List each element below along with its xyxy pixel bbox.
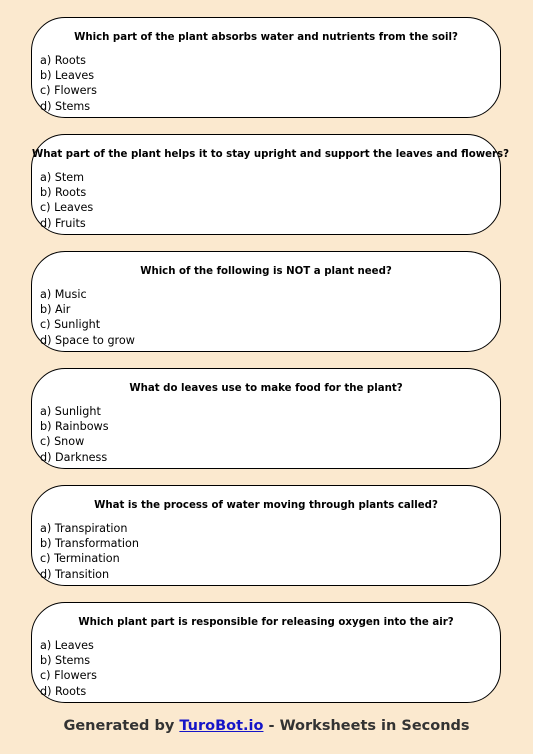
answer-options bbox=[40, 287, 135, 348]
question-card-1 bbox=[31, 17, 501, 118]
footer bbox=[0, 718, 533, 734]
option-d: d) Space to grow bbox=[40, 333, 135, 347]
option-b: b) Roots bbox=[40, 186, 87, 200]
option-a: a) Leaves bbox=[40, 639, 94, 652]
option-d: d) Transition bbox=[40, 567, 110, 581]
option-a: a) Sunlight bbox=[40, 405, 101, 418]
option-c: c) Flowers bbox=[40, 84, 97, 98]
option-b: b) Leaves bbox=[40, 69, 95, 83]
option-c: c) Leaves bbox=[40, 201, 94, 215]
option-b: b) Air bbox=[40, 303, 71, 317]
answer-options bbox=[40, 170, 93, 231]
question-card-4 bbox=[31, 368, 501, 469]
option-d: d) Stems bbox=[40, 99, 91, 113]
question-text: What is the process of water moving through plants called? bbox=[94, 500, 438, 511]
option-b: b) Transformation bbox=[40, 537, 139, 551]
option-d: d) Fruits bbox=[40, 216, 86, 230]
option-c: c) Flowers bbox=[40, 669, 97, 683]
footer-suffix: - Worksheets in Seconds bbox=[263, 718, 470, 734]
option-c: c) Termination bbox=[40, 552, 120, 566]
answer-options bbox=[40, 53, 97, 114]
option-a: a) Music bbox=[40, 288, 87, 301]
option-a: a) Transpiration bbox=[40, 522, 128, 535]
answer-options bbox=[40, 404, 109, 465]
footer-prefix: Generated by bbox=[63, 718, 180, 734]
option-a: a) Stem bbox=[40, 171, 85, 184]
question-text: Which of the following is NOT a plant need? bbox=[140, 266, 392, 277]
option-a: a) Roots bbox=[40, 54, 86, 67]
question-card-3 bbox=[31, 251, 501, 352]
answer-options bbox=[40, 638, 97, 699]
option-c: c) Snow bbox=[40, 435, 85, 449]
question-text: Which part of the plant absorbs water and nutrients from the soil? bbox=[74, 32, 458, 43]
question-text: Which plant part is responsible for releasing oxygen into the air? bbox=[78, 617, 454, 628]
question-card-6 bbox=[31, 602, 501, 703]
option-c: c) Sunlight bbox=[40, 318, 101, 332]
option-b: b) Stems bbox=[40, 654, 91, 668]
question-card-5 bbox=[31, 485, 501, 586]
question-text: What do leaves use to make food for the plant? bbox=[129, 383, 403, 394]
option-d: d) Roots bbox=[40, 684, 87, 698]
brand-link[interactable]: TuroBot.io bbox=[179, 718, 264, 734]
option-b: b) Rainbows bbox=[40, 420, 109, 434]
question-card-2 bbox=[31, 134, 510, 235]
option-d: d) Darkness bbox=[40, 450, 108, 464]
question-text: What part of the plant helps it to stay upright and support the leaves and flowers? bbox=[32, 149, 510, 160]
answer-options bbox=[40, 521, 139, 582]
